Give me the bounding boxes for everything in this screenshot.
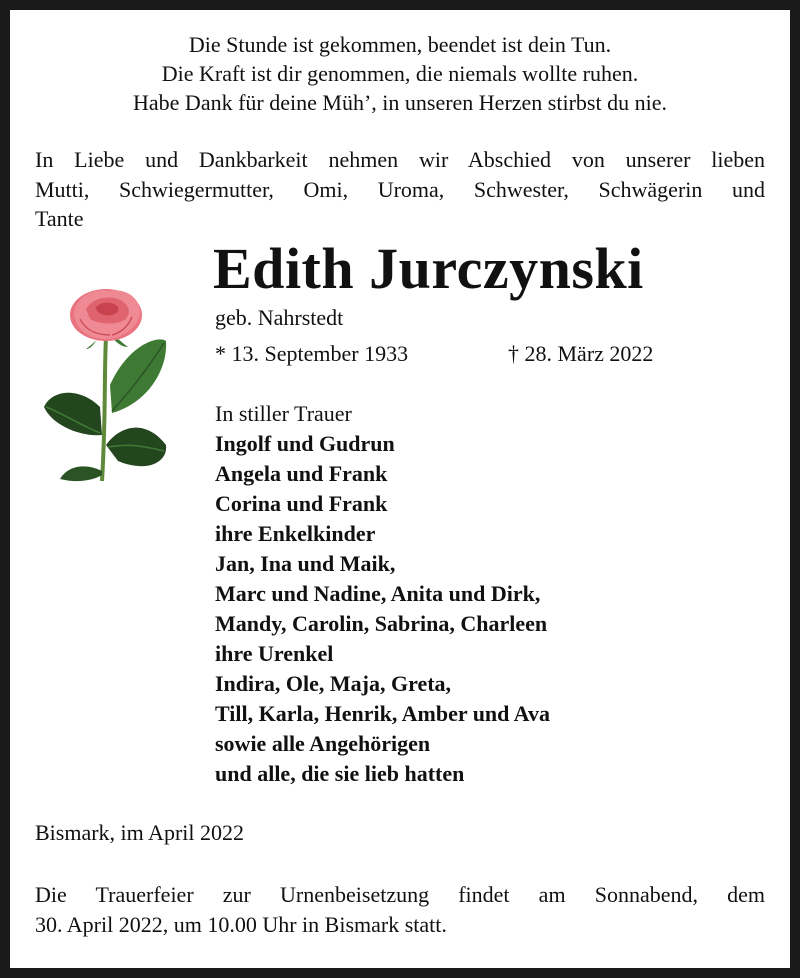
mourner-line: ihre Urenkel [215,641,334,666]
deceased-name: Edith Jurczynski [213,236,644,301]
rose-icon [40,285,180,485]
place-date: Bismark, im April 2022 [35,820,244,845]
mourners-heading: In stiller Trauer [215,401,352,426]
service-notice [35,880,765,939]
service-line: Die Trauerfeier zur Urnenbeisetzung findet am Sonnabend, dem [35,882,765,907]
maiden-name: geb. Nahrstedt [215,305,344,330]
mourner-line: ihre Enkelkinder [215,521,376,546]
mourner-line: Mandy, Carolin, Sabrina, Charleen [215,611,548,636]
mourner-line: Ingolf und Gudrun [215,431,395,456]
poem-line: Die Kraft ist dir genommen, die niemals wollte ruhen. [161,61,639,86]
mourner-line: Jan, Ina und Maik, [215,551,396,576]
mourner-line: und alle, die sie lieb hatten [215,761,465,786]
mourner-line: sowie alle Angehörigen [215,731,431,756]
mourner-line: Indira, Ole, Maja, Greta, [215,671,452,696]
intro-line: Tante [35,206,84,231]
poem-line: Habe Dank für deine Müh’, in unseren Herzen stirbst du nie. [133,90,667,115]
mourner-line: Corina und Frank [215,491,388,516]
mourner-line: Angela und Frank [215,461,388,486]
death-date: † 28. März 2022 [508,341,654,366]
service-line: 30. April 2022, um 10.00 Uhr in Bismark statt. [35,911,447,937]
mourner-line: Marc und Nadine, Anita und Dirk, [215,581,541,606]
birth-date: * 13. September 1933 [215,341,409,366]
intro-text [35,145,765,234]
poem-line: Die Stunde ist gekommen, beendet ist dein Tun. [188,32,612,57]
poem [10,30,790,117]
intro-line: Mutti, Schwiegermutter, Omi, Uroma, Schwester, Schwägerin und [35,176,765,202]
mourner-line: Till, Karla, Henrik, Amber und Ava [215,701,550,726]
mourners-list [215,399,735,789]
intro-line: In Liebe und Dankbarkeit nehmen wir Abschied von unserer lieben [35,147,765,172]
